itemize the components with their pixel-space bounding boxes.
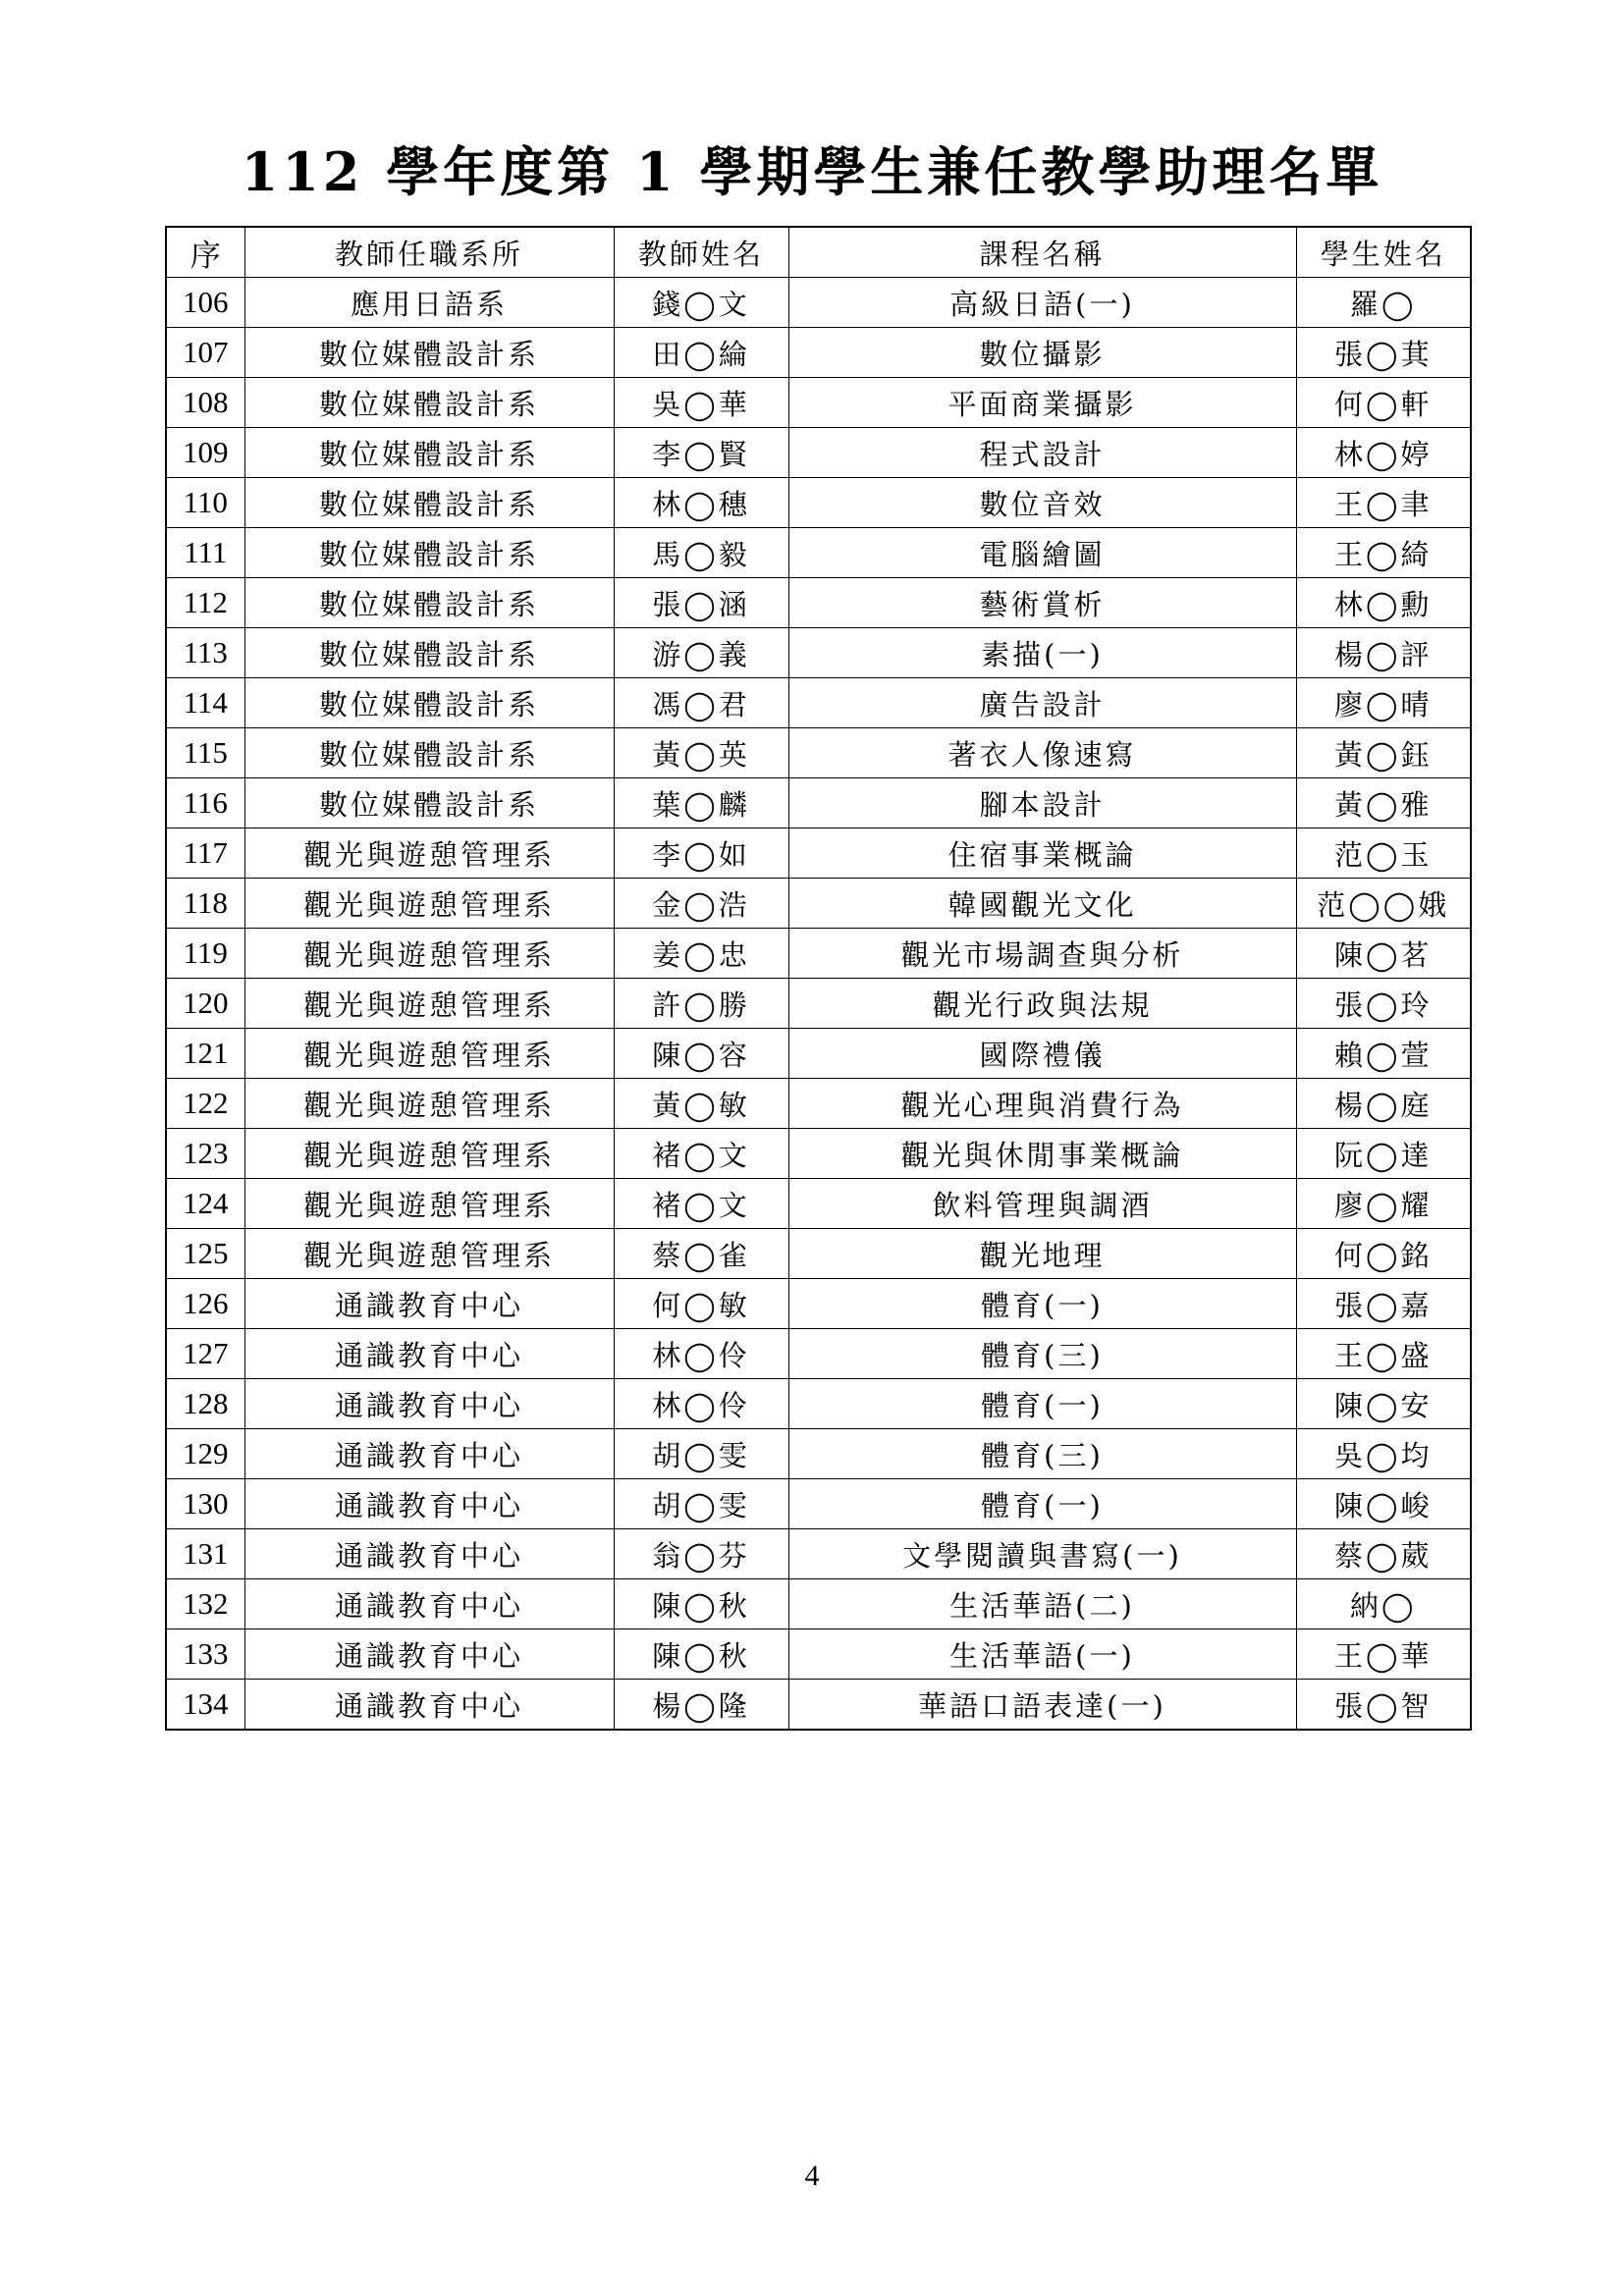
cell-student-name: 王◯華 (1296, 1629, 1471, 1680)
cell-student-name: 王◯聿 (1296, 478, 1471, 528)
cell-teacher-name: 褚◯文 (614, 1129, 788, 1179)
cell-seq: 122 (166, 1079, 244, 1129)
assistant-roster-table (165, 226, 1472, 1731)
cell-teacher-name: 陳◯秋 (614, 1629, 788, 1680)
cell-department: 數位媒體設計系 (244, 678, 614, 728)
cell-student-name: 阮◯達 (1296, 1129, 1471, 1179)
cell-student-name: 黃◯雅 (1296, 778, 1471, 828)
cell-department: 觀光與遊憩管理系 (244, 979, 614, 1029)
cell-department: 觀光與遊憩管理系 (244, 1179, 614, 1229)
cell-seq: 125 (166, 1229, 244, 1279)
cell-course-name: 體育(一) (788, 1379, 1296, 1429)
cell-department: 應用日語系 (244, 278, 614, 328)
cell-course-name: 程式設計 (788, 428, 1296, 478)
table-row (166, 1329, 1471, 1379)
cell-course-name: 體育(一) (788, 1279, 1296, 1329)
table-row (166, 678, 1471, 728)
header-course-name: 課程名稱 (788, 227, 1296, 278)
cell-course-name: 國際禮儀 (788, 1029, 1296, 1079)
cell-teacher-name: 楊◯隆 (614, 1680, 788, 1731)
cell-student-name: 廖◯晴 (1296, 678, 1471, 728)
cell-department: 觀光與遊憩管理系 (244, 1229, 614, 1279)
cell-student-name: 楊◯評 (1296, 628, 1471, 678)
cell-seq: 112 (166, 578, 244, 628)
cell-student-name: 蔡◯葳 (1296, 1529, 1471, 1579)
cell-course-name: 高級日語(一) (788, 278, 1296, 328)
cell-seq: 121 (166, 1029, 244, 1079)
cell-teacher-name: 林◯伶 (614, 1329, 788, 1379)
cell-student-name: 陳◯安 (1296, 1379, 1471, 1429)
cell-course-name: 觀光心理與消費行為 (788, 1079, 1296, 1129)
cell-student-name: 羅◯ (1296, 278, 1471, 328)
cell-department: 數位媒體設計系 (244, 578, 614, 628)
cell-department: 通識教育中心 (244, 1479, 614, 1529)
cell-department: 數位媒體設計系 (244, 478, 614, 528)
cell-department: 通識教育中心 (244, 1279, 614, 1329)
cell-course-name: 文學閱讀與書寫(一) (788, 1529, 1296, 1579)
cell-teacher-name: 李◯賢 (614, 428, 788, 478)
cell-seq: 118 (166, 879, 244, 929)
cell-seq: 115 (166, 728, 244, 778)
cell-teacher-name: 胡◯雯 (614, 1429, 788, 1479)
cell-teacher-name: 許◯勝 (614, 979, 788, 1029)
cell-student-name: 張◯智 (1296, 1680, 1471, 1731)
cell-teacher-name: 黃◯敏 (614, 1079, 788, 1129)
cell-seq: 120 (166, 979, 244, 1029)
cell-seq: 129 (166, 1429, 244, 1479)
cell-course-name: 素描(一) (788, 628, 1296, 678)
cell-department: 數位媒體設計系 (244, 328, 614, 378)
table-row (166, 328, 1471, 378)
cell-student-name: 納◯ (1296, 1579, 1471, 1629)
cell-seq: 131 (166, 1529, 244, 1579)
cell-seq: 116 (166, 778, 244, 828)
cell-department: 通識教育中心 (244, 1680, 614, 1731)
cell-student-name: 張◯嘉 (1296, 1279, 1471, 1329)
cell-course-name: 平面商業攝影 (788, 378, 1296, 428)
cell-teacher-name: 林◯穗 (614, 478, 788, 528)
cell-course-name: 數位攝影 (788, 328, 1296, 378)
header-seq: 序 (166, 227, 244, 278)
table-row (166, 979, 1471, 1029)
cell-department: 數位媒體設計系 (244, 628, 614, 678)
cell-course-name: 觀光地理 (788, 1229, 1296, 1279)
table-row (166, 1629, 1471, 1680)
cell-course-name: 生活華語(一) (788, 1629, 1296, 1680)
cell-department: 通識教育中心 (244, 1629, 614, 1680)
cell-course-name: 觀光市場調查與分析 (788, 929, 1296, 979)
table-row (166, 1179, 1471, 1229)
cell-department: 觀光與遊憩管理系 (244, 1079, 614, 1129)
table-row (166, 778, 1471, 828)
cell-seq: 124 (166, 1179, 244, 1229)
cell-department: 觀光與遊憩管理系 (244, 1029, 614, 1079)
cell-course-name: 韓國觀光文化 (788, 879, 1296, 929)
cell-seq: 109 (166, 428, 244, 478)
cell-teacher-name: 錢◯文 (614, 278, 788, 328)
cell-course-name: 飲料管理與調酒 (788, 1179, 1296, 1229)
cell-teacher-name: 姜◯忠 (614, 929, 788, 979)
cell-course-name: 住宿事業概論 (788, 828, 1296, 879)
cell-course-name: 藝術賞析 (788, 578, 1296, 628)
cell-course-name: 著衣人像速寫 (788, 728, 1296, 778)
cell-department: 觀光與遊憩管理系 (244, 879, 614, 929)
header-department: 教師任職系所 (244, 227, 614, 278)
cell-seq: 117 (166, 828, 244, 879)
cell-teacher-name: 游◯義 (614, 628, 788, 678)
cell-student-name: 王◯綺 (1296, 528, 1471, 578)
cell-teacher-name: 翁◯芬 (614, 1529, 788, 1579)
cell-seq: 132 (166, 1579, 244, 1629)
cell-teacher-name: 馮◯君 (614, 678, 788, 728)
cell-seq: 108 (166, 378, 244, 428)
cell-student-name: 賴◯萱 (1296, 1029, 1471, 1079)
cell-seq: 128 (166, 1379, 244, 1429)
cell-department: 通識教育中心 (244, 1429, 614, 1479)
cell-department: 數位媒體設計系 (244, 378, 614, 428)
cell-student-name: 陳◯茗 (1296, 929, 1471, 979)
cell-teacher-name: 黃◯英 (614, 728, 788, 778)
cell-student-name: 范◯◯娥 (1296, 879, 1471, 929)
cell-seq: 110 (166, 478, 244, 528)
cell-course-name: 生活華語(二) (788, 1579, 1296, 1629)
cell-student-name: 楊◯庭 (1296, 1079, 1471, 1129)
cell-course-name: 華語口語表達(一) (788, 1680, 1296, 1731)
table-row (166, 1680, 1471, 1731)
cell-student-name: 何◯銘 (1296, 1229, 1471, 1279)
cell-course-name: 電腦繪圖 (788, 528, 1296, 578)
cell-seq: 114 (166, 678, 244, 728)
cell-student-name: 黃◯鈺 (1296, 728, 1471, 778)
cell-teacher-name: 馬◯毅 (614, 528, 788, 578)
cell-student-name: 林◯勳 (1296, 578, 1471, 628)
cell-student-name: 王◯盛 (1296, 1329, 1471, 1379)
page-number: 4 (804, 2160, 820, 2192)
cell-student-name: 張◯萁 (1296, 328, 1471, 378)
cell-department: 數位媒體設計系 (244, 728, 614, 778)
cell-seq: 113 (166, 628, 244, 678)
header-student-name: 學生姓名 (1296, 227, 1471, 278)
header-teacher-name: 教師姓名 (614, 227, 788, 278)
table-row (166, 1529, 1471, 1579)
cell-seq: 123 (166, 1129, 244, 1179)
cell-department: 通識教育中心 (244, 1529, 614, 1579)
table-row (166, 1279, 1471, 1329)
cell-teacher-name: 吳◯華 (614, 378, 788, 428)
cell-teacher-name: 陳◯秋 (614, 1579, 788, 1629)
cell-teacher-name: 田◯綸 (614, 328, 788, 378)
cell-course-name: 體育(三) (788, 1429, 1296, 1479)
table-row (166, 828, 1471, 879)
cell-course-name: 廣告設計 (788, 678, 1296, 728)
cell-seq: 119 (166, 929, 244, 979)
table-row (166, 428, 1471, 478)
table-row (166, 929, 1471, 979)
cell-course-name: 體育(一) (788, 1479, 1296, 1529)
cell-department: 通識教育中心 (244, 1329, 614, 1379)
table-row (166, 378, 1471, 428)
cell-student-name: 何◯軒 (1296, 378, 1471, 428)
cell-seq: 106 (166, 278, 244, 328)
cell-teacher-name: 葉◯麟 (614, 778, 788, 828)
header-row (166, 227, 1471, 278)
cell-seq: 107 (166, 328, 244, 378)
cell-department: 數位媒體設計系 (244, 528, 614, 578)
table-row (166, 1379, 1471, 1429)
cell-seq: 126 (166, 1279, 244, 1329)
cell-course-name: 觀光與休閒事業概論 (788, 1129, 1296, 1179)
cell-teacher-name: 蔡◯雀 (614, 1229, 788, 1279)
cell-department: 觀光與遊憩管理系 (244, 929, 614, 979)
table-row (166, 1029, 1471, 1079)
table-row (166, 528, 1471, 578)
cell-department: 觀光與遊憩管理系 (244, 1129, 614, 1179)
table-row (166, 478, 1471, 528)
table-row (166, 628, 1471, 678)
cell-student-name: 張◯玲 (1296, 979, 1471, 1029)
table-header (166, 227, 1471, 278)
cell-department: 通識教育中心 (244, 1579, 614, 1629)
table-row (166, 1579, 1471, 1629)
table-row (166, 1129, 1471, 1179)
cell-teacher-name: 陳◯容 (614, 1029, 788, 1079)
cell-seq: 133 (166, 1629, 244, 1680)
cell-teacher-name: 褚◯文 (614, 1179, 788, 1229)
cell-student-name: 范◯玉 (1296, 828, 1471, 879)
cell-seq: 130 (166, 1479, 244, 1529)
table-row (166, 278, 1471, 328)
cell-student-name: 陳◯峻 (1296, 1479, 1471, 1529)
page-title: 112 學年度第 1 學期學生兼任教學助理名單 (241, 140, 1383, 203)
cell-student-name: 林◯婷 (1296, 428, 1471, 478)
table-row (166, 879, 1471, 929)
table-row (166, 1479, 1471, 1529)
cell-teacher-name: 金◯浩 (614, 879, 788, 929)
table-row (166, 1079, 1471, 1129)
cell-teacher-name: 胡◯雯 (614, 1479, 788, 1529)
cell-course-name: 腳本設計 (788, 778, 1296, 828)
cell-course-name: 觀光行政與法規 (788, 979, 1296, 1029)
cell-course-name: 數位音效 (788, 478, 1296, 528)
cell-student-name: 廖◯耀 (1296, 1179, 1471, 1229)
cell-department: 觀光與遊憩管理系 (244, 828, 614, 879)
cell-teacher-name: 林◯伶 (614, 1379, 788, 1429)
cell-seq: 134 (166, 1680, 244, 1731)
cell-course-name: 體育(三) (788, 1329, 1296, 1379)
cell-teacher-name: 李◯如 (614, 828, 788, 879)
cell-student-name: 吳◯均 (1296, 1429, 1471, 1479)
table-row (166, 728, 1471, 778)
table-row (166, 1429, 1471, 1479)
cell-teacher-name: 張◯涵 (614, 578, 788, 628)
cell-department: 通識教育中心 (244, 1379, 614, 1429)
cell-teacher-name: 何◯敏 (614, 1279, 788, 1329)
cell-seq: 127 (166, 1329, 244, 1379)
table-row (166, 1229, 1471, 1279)
cell-seq: 111 (166, 528, 244, 578)
cell-department: 數位媒體設計系 (244, 778, 614, 828)
table-row (166, 578, 1471, 628)
cell-department: 數位媒體設計系 (244, 428, 614, 478)
table-body (166, 278, 1471, 1731)
